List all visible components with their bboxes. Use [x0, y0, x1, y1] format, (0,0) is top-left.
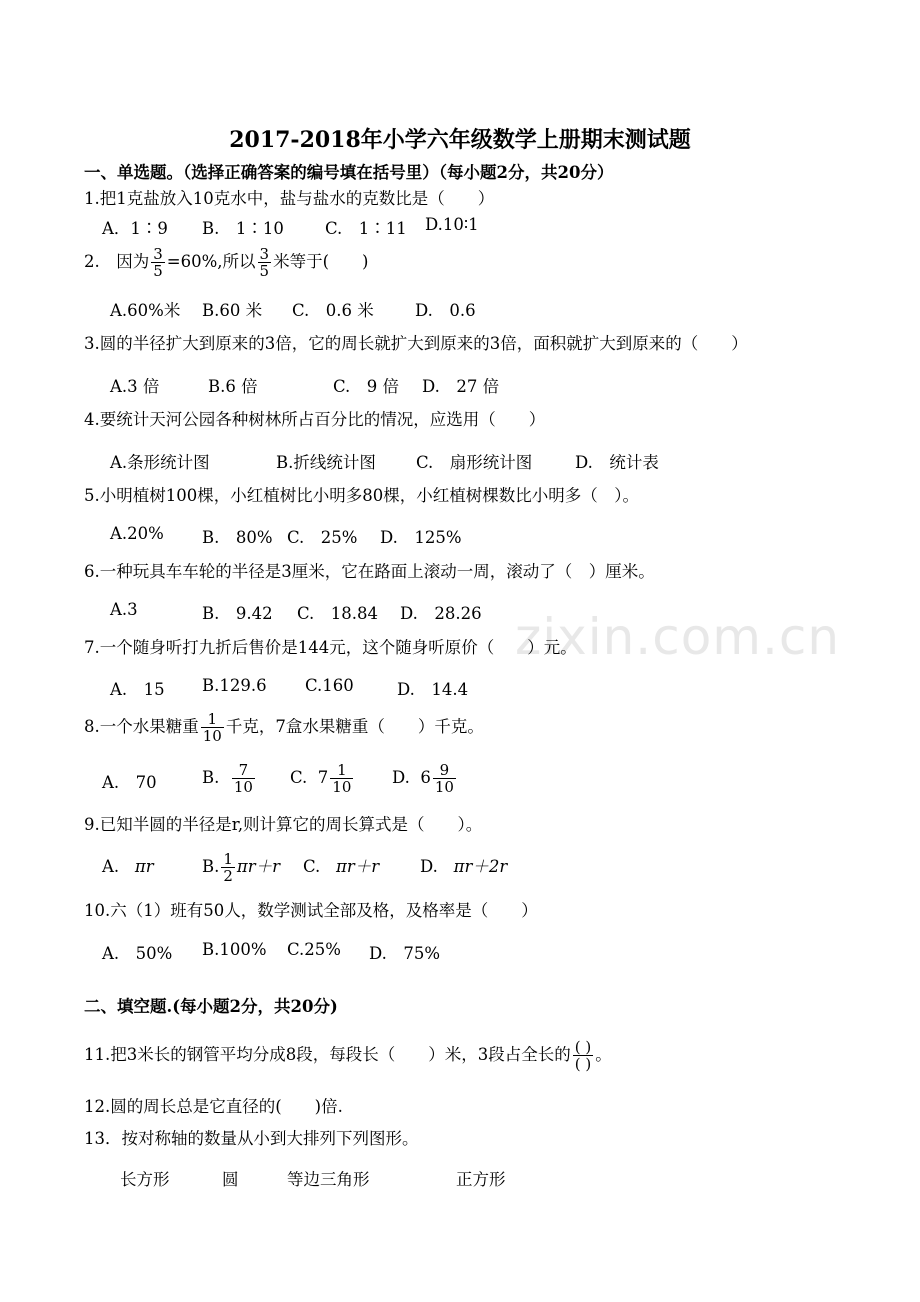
q9-b-fraction	[221, 851, 235, 884]
q5-option-a: A.20%	[110, 524, 164, 543]
q8-option-b	[202, 760, 257, 796]
section2-heading: 二、填空题.(每小题2分，共20分)	[84, 997, 338, 1016]
q8-d-num: 9	[433, 762, 456, 779]
q9-b-den: 2	[223, 867, 233, 885]
q2-frac1-num: 3	[153, 245, 163, 263]
q10-option-c: C.25%	[287, 940, 341, 959]
q6-option-c: C. 18.84	[297, 604, 379, 623]
q1-text: 1.把1克盐放入10克水中，盐与盐水的克数比是（ ）	[84, 189, 495, 208]
q4-option-c: C. 扇形统计图	[416, 453, 533, 472]
q9-option-a	[102, 849, 154, 885]
q1-option-c: C. 1∶11	[325, 219, 407, 238]
q13-shape-equilateral-triangle: 等边三角形	[287, 1170, 370, 1189]
q4-option-a: A.条形统计图	[110, 453, 210, 472]
q8-b-num: 7	[232, 762, 255, 779]
q10-text: 10.六（1）班有50人，数学测试全部及格，及格率是（ ）	[84, 901, 538, 920]
q3-text: 3.圆的半径扩大到原来的3倍，它的周长就扩大到原来的3倍，面积就扩大到原来的（ ）	[84, 334, 748, 353]
q10-option-d: D. 75%	[369, 944, 441, 963]
q9-b-expr: πr＋r	[236, 857, 281, 876]
q9-a-label: A.	[102, 857, 120, 876]
q3-option-a: A.3 倍	[110, 377, 160, 396]
q11-text: 11.把3米长的钢管平均分成8段，每段长（ ）米，3段占全长的	[84, 1045, 571, 1064]
q2-line	[84, 244, 368, 280]
q5-text: 5.小明植树100棵，小红植树比小明多80棵，小红植树棵数比小明多（ ）。	[84, 486, 639, 505]
q9-option-b	[202, 849, 280, 885]
q4-option-b: B.折线统计图	[276, 453, 376, 472]
q9-d-label: D.	[420, 857, 438, 876]
q4-text: 4.要统计天河公园各种树林所占百分比的情况，应选用（ ）	[84, 410, 546, 429]
q2-frac2-den: 5	[259, 262, 270, 280]
q8-option-d	[392, 760, 458, 796]
q1-option-d: D.10∶1	[425, 215, 479, 234]
q8-post: 千克，7盒水果糖重（ ）千克。	[225, 717, 484, 736]
q8-c-label: C.	[290, 768, 308, 787]
q2-fraction-1	[151, 246, 165, 279]
q6-option-a: A.3	[110, 600, 138, 619]
q9-b-num: 1	[223, 850, 233, 868]
q8-option-c	[290, 760, 355, 796]
q8-b-label: B.	[202, 768, 220, 787]
q13-text: 13．按对称轴的数量从小到大排列下列图形。	[84, 1129, 419, 1148]
q2-fraction-2	[258, 246, 272, 279]
q8-d-whole: 6	[420, 768, 431, 787]
q7-text: 7.一个随身听打九折后售价是144元，这个随身听原价（ ）元。	[84, 638, 577, 657]
q1-option-a: A．1∶9	[102, 219, 168, 238]
q12-text: 12.圆的周长总是它直径的( )倍.	[84, 1097, 343, 1116]
q2-mid: =60%,所以	[166, 252, 256, 271]
q8-frac-den: 10	[202, 727, 222, 745]
section1-heading: 一、单选题。（选择正确答案的编号填在括号里）（每小题2分，共20分）	[84, 163, 614, 182]
q9-b-label: B.	[202, 857, 220, 876]
q8-line	[84, 709, 484, 745]
q10-option-b: B.100%	[202, 940, 267, 959]
q7-option-a: A. 15	[110, 680, 165, 699]
q3-option-c: C. 9 倍	[333, 377, 400, 396]
q7-option-b: B.129.6	[202, 676, 267, 695]
q8-frac-num: 1	[201, 711, 224, 728]
q9-a-expr: πr	[134, 857, 154, 876]
q11-frac-num: ( )	[574, 1038, 592, 1056]
q13-shape-circle: 圆	[222, 1170, 239, 1189]
q6-text: 6.一种玩具车车轮的半径是3厘米，它在路面上滚动一周，滚动了（ ）厘米。	[84, 562, 655, 581]
q13-shape-rectangle: 长方形	[120, 1170, 170, 1189]
q8-b-den: 10	[233, 778, 253, 796]
q4-option-d: D. 统计表	[575, 453, 659, 472]
q7-option-c: C.160	[305, 676, 354, 695]
q2-option-d: D. 0.6	[415, 301, 476, 320]
q2-frac2-num: 3	[259, 245, 270, 263]
q9-text: 9.已知半圆的半径是r,则计算它的周长算式是（ ）。	[84, 815, 483, 834]
q8-c-num: 1	[330, 762, 353, 779]
q5-option-d: D. 125%	[380, 528, 462, 547]
q6-option-b: B. 9.42	[202, 604, 273, 623]
q3-option-b: B.6 倍	[208, 377, 258, 396]
q8-d-label: D.	[392, 768, 410, 787]
q5-option-b: B. 80%	[202, 528, 273, 547]
q2-frac1-den: 5	[153, 262, 163, 280]
q11-frac-den: ( )	[574, 1055, 592, 1073]
q9-c-expr: πr＋r	[336, 857, 380, 876]
q2-option-b: B.60 米	[202, 301, 263, 320]
q11-post: 。	[595, 1045, 612, 1064]
q6-option-d: D. 28.26	[400, 604, 482, 623]
q9-option-d	[420, 849, 507, 885]
q9-option-c	[303, 849, 379, 885]
q11-fraction	[573, 1039, 593, 1072]
q8-c-den: 10	[332, 778, 352, 796]
q5-option-c: C. 25%	[287, 528, 358, 547]
q13-shape-square: 正方形	[456, 1170, 506, 1189]
q8-d-den: 10	[434, 778, 454, 796]
q2-post: 米等于( )	[273, 252, 369, 271]
page-title: 2017-2018年小学六年级数学上册期末测试题	[229, 127, 691, 153]
q10-option-a: A. 50%	[102, 944, 173, 963]
q2-pre: 2. 因为	[84, 252, 150, 271]
q8-option-a: A. 70	[102, 773, 157, 792]
q8-c-whole: 7	[317, 768, 329, 787]
watermark: zixin.com.cn	[515, 608, 841, 666]
q8-fraction	[201, 711, 224, 744]
q7-option-d: D. 14.4	[397, 680, 469, 699]
q8-pre: 8.一个水果糖重	[84, 717, 199, 736]
q9-d-expr: πr＋2r	[453, 857, 508, 876]
q9-c-label: C.	[303, 857, 321, 876]
q3-option-d: D. 27 倍	[422, 377, 500, 396]
q11-line	[84, 1035, 612, 1075]
q1-option-b: B. 1∶10	[202, 219, 284, 238]
q2-option-c: C. 0.6 米	[292, 301, 374, 320]
q8-b-fraction	[232, 762, 255, 795]
q8-d-fraction	[433, 762, 456, 795]
q2-option-a: A.60%米	[110, 301, 181, 320]
q8-c-fraction	[330, 762, 353, 795]
